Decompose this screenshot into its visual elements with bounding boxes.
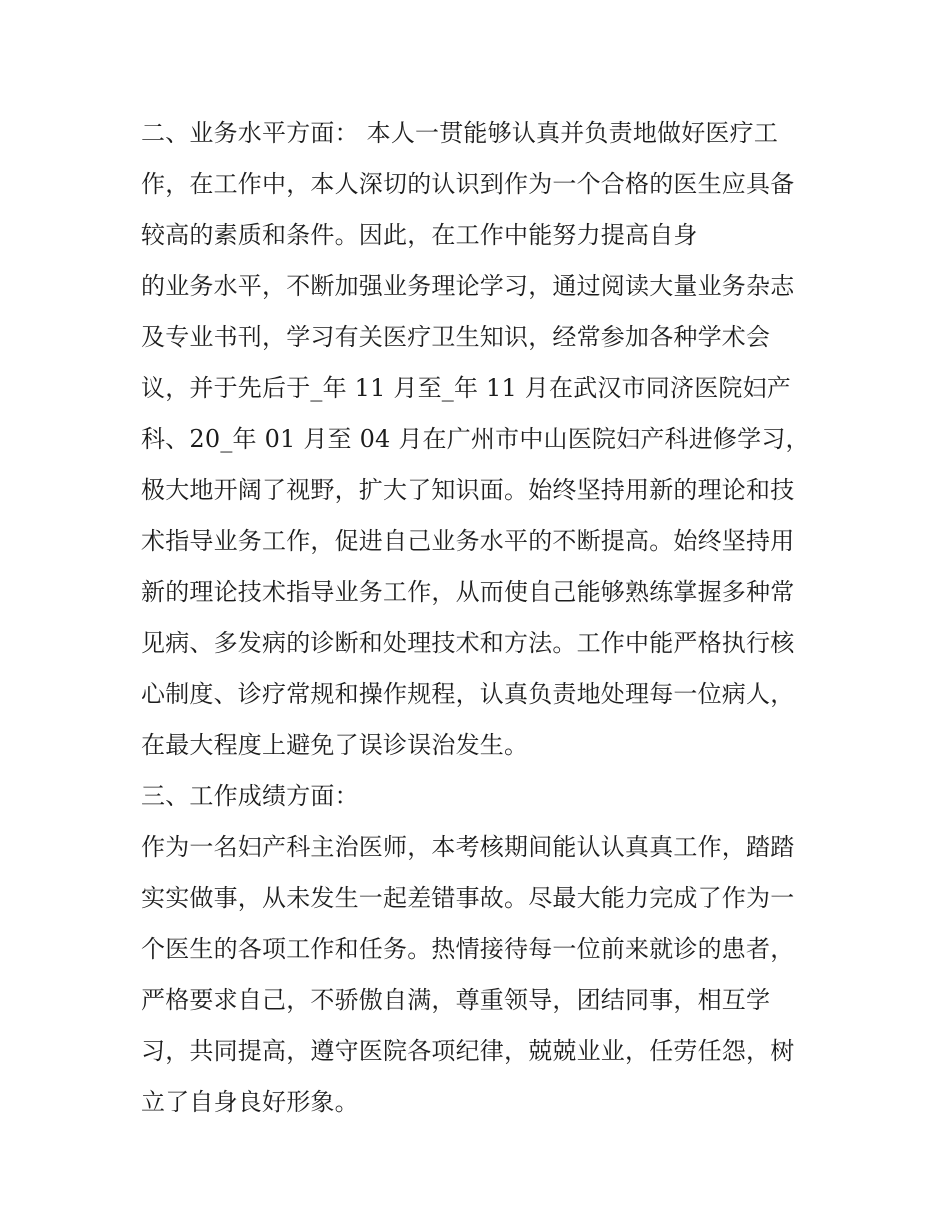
text-line: 在最大程度上避免了误诊误治发生。: [141, 731, 529, 759]
text-line: 及专业书刊，学习有关医疗卫生知识，经常参加各种学术会: [141, 323, 771, 351]
text-line: 作，在工作中，本人深切的认识到作为一个合格的医生应具备: [141, 170, 795, 198]
text-line: 习，共同提高，遵守医院各项纪律，兢兢业业，任劳任怨，树: [141, 1037, 795, 1065]
text-line: 二、业务水平方面： 本人一贯能够认真并负责地做好医疗工: [141, 119, 779, 147]
document-body: [141, 108, 821, 1128]
text-line: 极大地开阔了视野，扩大了知识面。始终坚持用新的理论和技: [141, 476, 795, 504]
text-line: 的业务水平，不断加强业务理论学习，通过阅读大量业务杂志: [141, 272, 795, 300]
text-line: 立了自身良好形象。: [141, 1088, 359, 1116]
text-line: 作为一名妇产科主治医师，本考核期间能认认真真工作，踏踏: [141, 833, 795, 861]
text-line: 术指导业务工作，促进自己业务水平的不断提高。始终坚持用: [141, 527, 795, 555]
text-line: 新的理论技术指导业务工作，从而使自己能够熟练掌握多种常: [141, 578, 795, 606]
text-line: 实实做事，从未发生一起差错事故。尽最大能力完成了作为一: [141, 884, 795, 912]
text-line: 心制度、诊疗常规和操作规程，认真负责地处理每一位病人，: [141, 680, 795, 708]
text-line: 个医生的各项工作和任务。热情接待每一位前来就诊的患者，: [141, 935, 795, 963]
text-line: 议，并于先后于_年 11 月至_年 11 月在武汉市同济医院妇产: [141, 374, 791, 402]
text-line: 严格要求自己，不骄傲自满，尊重领导，团结同事，相互学: [141, 986, 771, 1014]
text-line: 见病、多发病的诊断和处理技术和方法。工作中能严格执行核: [141, 629, 795, 657]
text-line: 科、20_年 01 月至 04 月在广州市中山医院妇产科进修学习，: [141, 425, 810, 453]
text-line: 较高的素质和条件。因此，在工作中能努力提高自身: [141, 221, 698, 249]
section-heading: 三、工作成绩方面：: [141, 782, 359, 810]
